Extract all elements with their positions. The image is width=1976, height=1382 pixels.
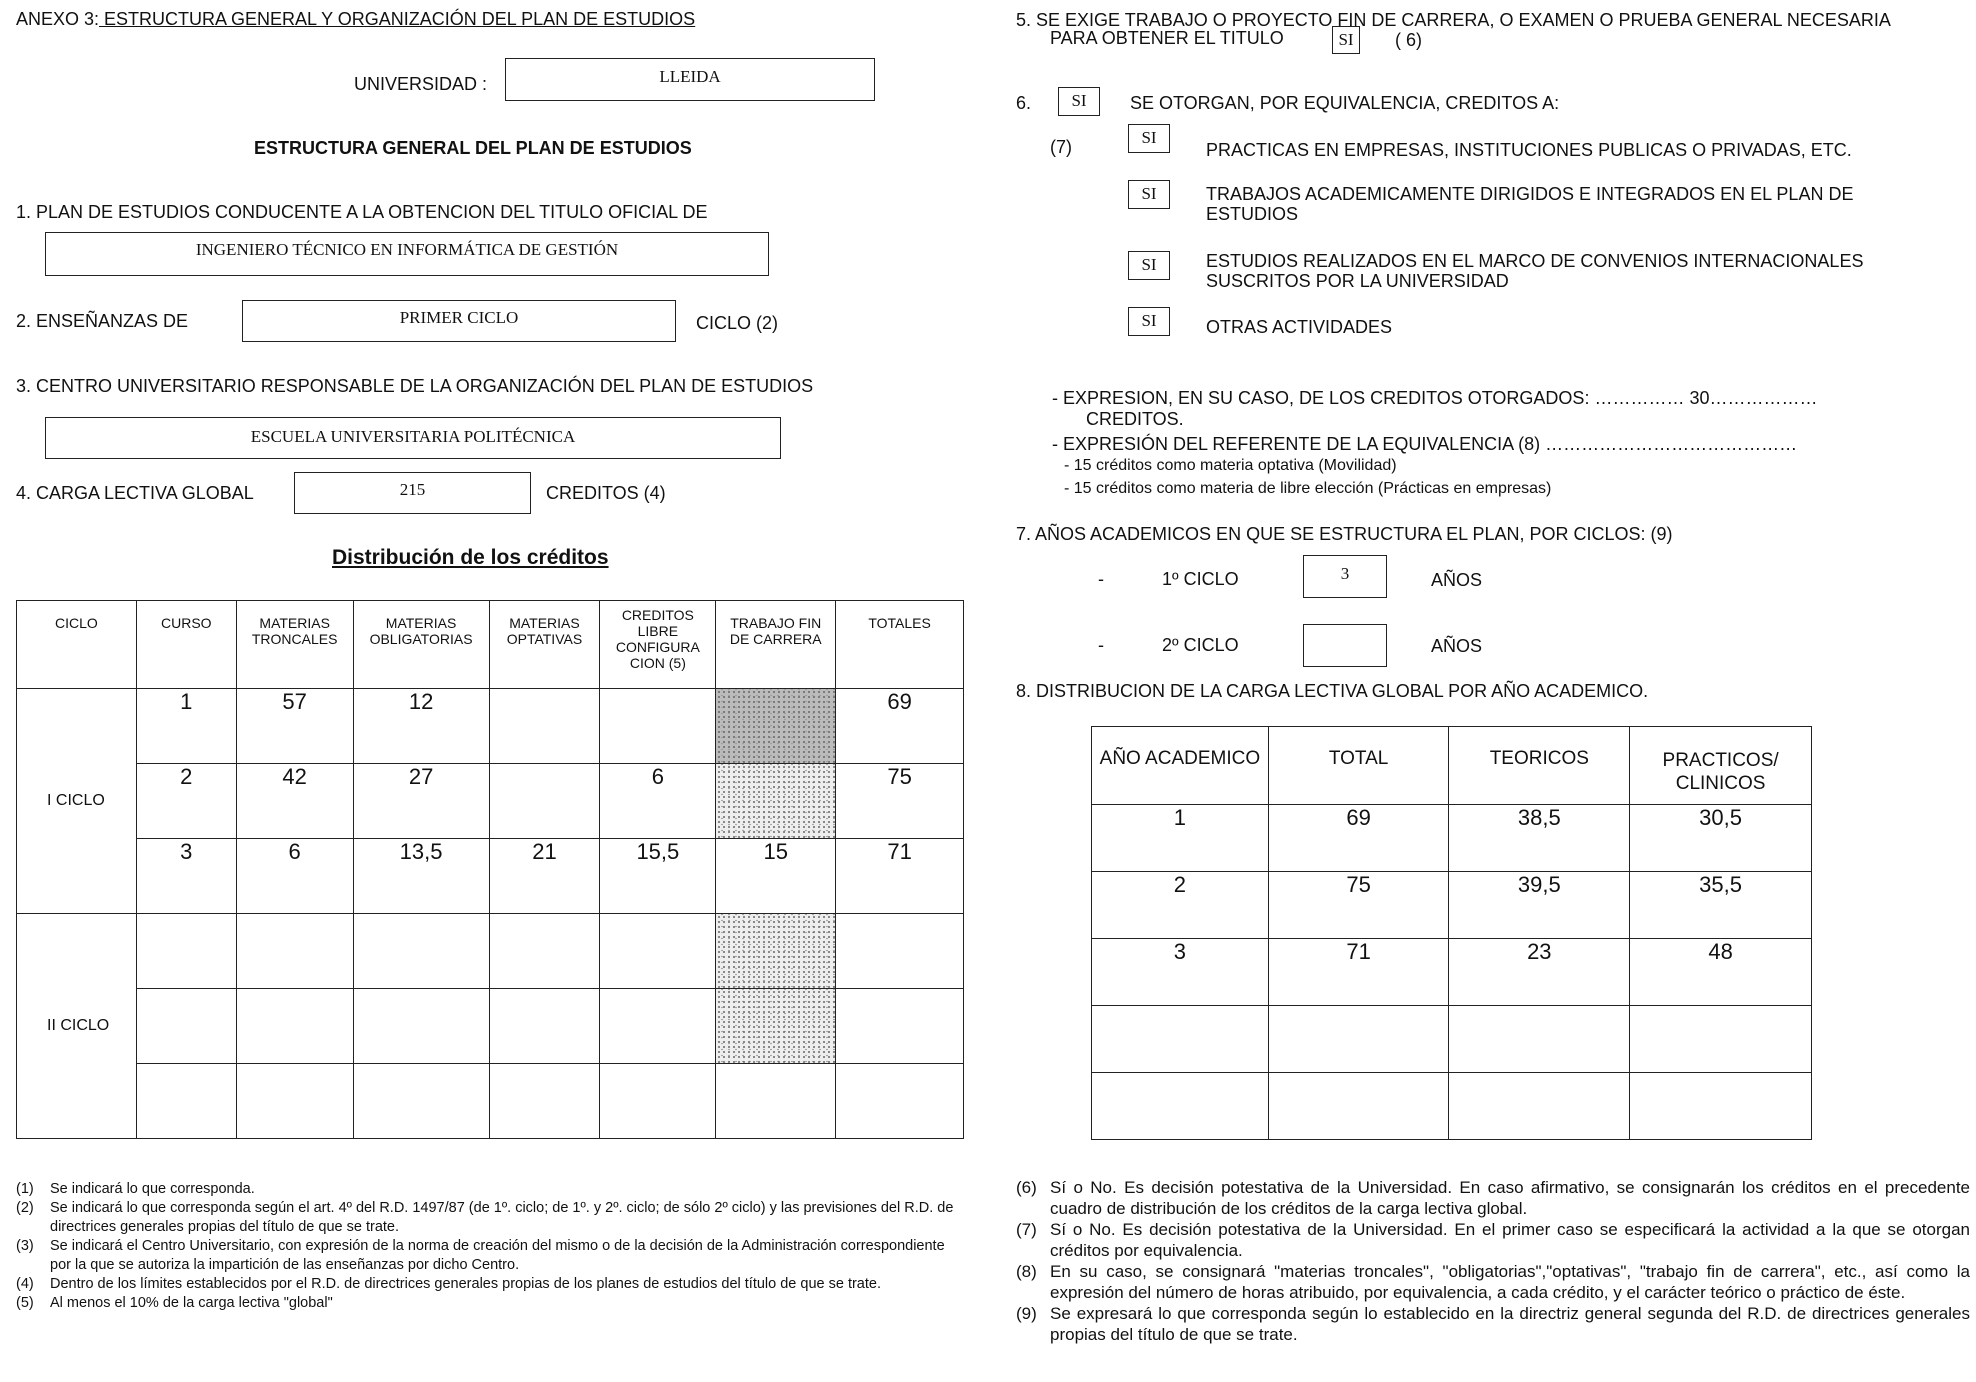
footnote: (5) Al menos el 10% de la carga lectiva "global" — [16, 1295, 333, 1311]
cell — [489, 764, 600, 839]
footnote: (1) Se indicará lo que corresponda. — [16, 1181, 255, 1197]
cell — [489, 689, 600, 764]
cell — [716, 1064, 836, 1139]
cell — [136, 1064, 236, 1139]
table-row — [17, 914, 964, 989]
table-row — [1092, 805, 1812, 872]
cell — [136, 989, 236, 1064]
anos-label: AÑOS — [1431, 570, 1483, 590]
table-row — [1092, 1073, 1812, 1140]
cell — [836, 914, 964, 989]
sub-libre-eleccion: - 15 créditos como materia de libre elección (Prácticas en empresas) — [1064, 480, 1552, 497]
centro-field[interactable]: ESCUELA UNIVERSITARIA POLITÉCNICA — [45, 417, 781, 459]
table-row — [17, 989, 964, 1064]
cell — [353, 1064, 489, 1139]
distribucion-table — [16, 600, 964, 1139]
footnotes-right — [1016, 1177, 1970, 1345]
cell: 75 — [836, 764, 964, 839]
cell: 6 — [236, 839, 353, 914]
item7-label: 7. AÑOS ACADEMICOS EN QUE SE ESTRUCTURA EL PLAN, POR CICLOS: (9) — [1016, 524, 1673, 544]
carga-header-row — [1092, 727, 1812, 805]
footnote: (6) Sí o No. Es decisión potestativa de la Universidad. En caso afirmativo, se consignarán los créditos en el precedente cuadro de distribución de los créditos de la carga lectiva global. — [1016, 1178, 1970, 1218]
col-practicos: PRACTICOS/ CLINICOS — [1630, 727, 1812, 805]
col-curso: CURSO — [136, 601, 236, 689]
footnote: (7) Sí o No. Es decisión potestativa de la Universidad. En el primer caso se especificará la actividad a la que se otorgan créditos por equivalencia. — [1016, 1220, 1970, 1260]
annex-title — [16, 8, 695, 30]
cell: 6 — [600, 764, 716, 839]
cell — [1268, 1006, 1449, 1073]
annex-prefix: ANEXO 3: — [16, 9, 100, 29]
footnote: (4) Dentro de los límites establecidos por el R.D. de directrices generales propias de los planes de estudios del título de que se trate. — [16, 1276, 881, 1292]
expr-referente: - EXPRESIÓN DEL REFERENTE DE LA EQUIVALENCIA (8) …………………………………… — [1052, 434, 1798, 454]
cell: 38,5 — [1449, 805, 1630, 872]
item8-label: 8. DISTRIBUCION DE LA CARGA LECTIVA GLOBAL POR AÑO ACADEMICO. — [1016, 681, 1649, 701]
cell — [236, 989, 353, 1064]
cell — [236, 914, 353, 989]
cell: 12 — [353, 689, 489, 764]
shaded-cell — [716, 914, 836, 989]
expr-creditos: - EXPRESION, EN SU CASO, DE LOS CREDITOS OTORGADOS: …………… 30……………… — [1052, 388, 1818, 408]
trabajos-si-box[interactable]: SI — [1128, 180, 1170, 209]
ciclo1-anos-field[interactable]: 3 — [1303, 555, 1387, 598]
table-row — [17, 764, 964, 839]
table-row — [17, 839, 964, 914]
carga-table — [1091, 726, 1812, 1140]
footnote: (3) Se indicará el Centro Universitario, con expresión de la norma de creación del mismo o de la decisión de la Administración correspondiente por la que se autoriza la impartición de las enseñanzas por dicho Centro. — [16, 1238, 945, 1273]
cell — [600, 689, 716, 764]
cell: 1 — [1092, 805, 1269, 872]
cell: 15,5 — [600, 839, 716, 914]
col-obligatorias: MATERIAS OBLIGATORIAS — [353, 601, 489, 689]
titulo-field[interactable]: INGENIERO TÉCNICO EN INFORMÁTICA DE GESTIÓN — [45, 232, 769, 276]
section-title: ESTRUCTURA GENERAL DEL PLAN DE ESTUDIOS — [254, 138, 692, 158]
anos-label: AÑOS — [1431, 636, 1483, 656]
footnotes-left — [16, 1180, 956, 1313]
distribucion-title: Distribución de los créditos — [332, 546, 609, 569]
estudios-si-box[interactable]: SI — [1128, 251, 1170, 280]
cell: 39,5 — [1449, 872, 1630, 939]
cell: 2 — [1092, 872, 1269, 939]
cell — [136, 914, 236, 989]
cell — [1449, 1073, 1630, 1140]
table-row — [1092, 1006, 1812, 1073]
cell: 35,5 — [1630, 872, 1812, 939]
ciclo-i-label: I CICLO — [17, 689, 137, 914]
cell: 48 — [1630, 939, 1812, 1006]
cell — [836, 1064, 964, 1139]
col-optativas: MATERIAS OPTATIVAS — [489, 601, 600, 689]
cell: 21 — [489, 839, 600, 914]
footnote: (2) Se indicará lo que corresponda según el art. 4º del R.D. 1497/87 (de 1º. ciclo; de 1º. y 2º. ciclo; de sólo 2º ciclo) y las previsiones del R.D. de directrices generales propias del título de que se trate. — [16, 1200, 954, 1235]
dash: - — [1098, 635, 1104, 655]
footnote: (8) En su caso, se consignará "materias troncales", "obligatorias","optativas", "trabajo fin de carrera", etc., así como la expresión del número de horas atribuido, por equivalencia, a cada crédito, y el carácter teórico o práctico de éste. — [1016, 1262, 1970, 1302]
item5-line2: PARA OBTENER EL TITULO — [1050, 28, 1284, 48]
option-practicas: PRACTICAS EN EMPRESAS, INSTITUCIONES PUBLICAS O PRIVADAS, ETC. — [1206, 140, 1852, 160]
cell: 71 — [1268, 939, 1449, 1006]
item1-label: 1. PLAN DE ESTUDIOS CONDUCENTE A LA OBTENCION DEL TITULO OFICIAL DE — [16, 202, 708, 222]
cell: 1 — [136, 689, 236, 764]
cell — [1630, 1073, 1812, 1140]
item5-line1: 5. SE EXIGE TRABAJO O PROYECTO FIN DE CARRERA, O EXAMEN O PRUEBA GENERAL NECESARIA — [1016, 10, 1891, 30]
cell — [489, 1064, 600, 1139]
cell: 42 — [236, 764, 353, 839]
cell: 27 — [353, 764, 489, 839]
universidad-label: UNIVERSIDAD : — [354, 74, 488, 94]
item6-num: 6. — [1016, 93, 1032, 113]
cell: 3 — [136, 839, 236, 914]
item6-note7: (7) — [1050, 137, 1072, 157]
ciclo2-label: 2º CICLO — [1162, 635, 1239, 655]
cell — [489, 914, 600, 989]
equivalencia-si-box[interactable]: SI — [1058, 87, 1100, 116]
table-row — [1092, 939, 1812, 1006]
cell: 30,5 — [1630, 805, 1812, 872]
carga-lectiva-field[interactable]: 215 — [294, 472, 531, 514]
practicas-si-box[interactable]: SI — [1128, 124, 1170, 153]
trabajo-fin-si-box[interactable]: SI — [1332, 26, 1360, 54]
cell — [489, 989, 600, 1064]
item4-label: 4. CARGA LECTIVA GLOBAL — [16, 483, 254, 503]
col-total: TOTAL — [1268, 727, 1449, 805]
item5-note: ( 6) — [1395, 30, 1422, 50]
col-troncales: MATERIAS TRONCALES — [236, 601, 353, 689]
cell — [836, 989, 964, 1064]
annex-title-text: ESTRUCTURA GENERAL Y ORGANIZACIÓN DEL PLAN DE ESTUDIOS — [99, 9, 696, 29]
shaded-cell — [716, 689, 836, 764]
sub-optativa: - 15 créditos como materia optativa (Movilidad) — [1064, 457, 1397, 474]
col-ano-academico: AÑO ACADEMICO — [1092, 727, 1269, 805]
cell — [600, 1064, 716, 1139]
table-row — [17, 689, 964, 764]
cell: 69 — [836, 689, 964, 764]
cell: 23 — [1449, 939, 1630, 1006]
cell — [1449, 1006, 1630, 1073]
cell — [1630, 1006, 1812, 1073]
cell: 71 — [836, 839, 964, 914]
ensenanzas-field[interactable]: PRIMER CICLO — [242, 300, 676, 342]
col-teoricos: TEORICOS — [1449, 727, 1630, 805]
ciclo2-anos-field[interactable] — [1303, 624, 1387, 667]
option-estudios: ESTUDIOS REALIZADOS EN EL MARCO DE CONVENIOS INTERNACIONALES SUSCRITOS POR LA UNIVERSIDAD — [1206, 251, 1864, 291]
cell: 75 — [1268, 872, 1449, 939]
ciclo-ii-label: II CICLO — [17, 914, 137, 1139]
shaded-cell — [716, 764, 836, 839]
cell: 15 — [716, 839, 836, 914]
cell: 69 — [1268, 805, 1449, 872]
cell — [1092, 1073, 1269, 1140]
item2-suffix: CICLO (2) — [696, 313, 779, 333]
option-otras: OTRAS ACTIVIDADES — [1206, 317, 1393, 337]
ciclo1-label: 1º CICLO — [1162, 569, 1239, 589]
cell — [236, 1064, 353, 1139]
item4-suffix: CREDITOS (4) — [546, 483, 666, 503]
table-row — [17, 1064, 964, 1139]
table-row — [1092, 872, 1812, 939]
col-ciclo: CICLO — [17, 601, 137, 689]
col-libre-configuracion: CREDITOS LIBRE CONFIGURA CION (5) — [600, 601, 716, 689]
cell — [600, 989, 716, 1064]
item6-label: SE OTORGAN, POR EQUIVALENCIA, CREDITOS A: — [1130, 93, 1560, 113]
universidad-field[interactable]: LLEIDA — [505, 58, 875, 101]
item3-label: 3. CENTRO UNIVERSITARIO RESPONSABLE DE LA ORGANIZACIÓN DEL PLAN DE ESTUDIOS — [16, 376, 814, 396]
distribucion-header-row — [17, 601, 964, 689]
option-trabajos: TRABAJOS ACADEMICAMENTE DIRIGIDOS E INTEGRADOS EN EL PLAN DE ESTUDIOS — [1206, 184, 1854, 224]
cell — [1092, 1006, 1269, 1073]
cell — [1268, 1073, 1449, 1140]
cell: 2 — [136, 764, 236, 839]
col-trabajo-fin: TRABAJO FIN DE CARRERA — [716, 601, 836, 689]
dash: - — [1098, 569, 1104, 589]
cell — [600, 914, 716, 989]
cell — [353, 989, 489, 1064]
cell — [353, 914, 489, 989]
footnote: (9) Se expresará lo que corresponda según lo establecido en la directriz general segunda del R.D. de directrices generales propias del título de que se trate. — [1016, 1304, 1970, 1344]
cell: 3 — [1092, 939, 1269, 1006]
cell: 57 — [236, 689, 353, 764]
col-totales: TOTALES — [836, 601, 964, 689]
item2-label: 2. ENSEÑANZAS DE — [16, 311, 189, 331]
otras-si-box[interactable]: SI — [1128, 307, 1170, 336]
shaded-cell — [716, 989, 836, 1064]
cell: 13,5 — [353, 839, 489, 914]
expr-creditos-2: CREDITOS. — [1086, 409, 1184, 429]
